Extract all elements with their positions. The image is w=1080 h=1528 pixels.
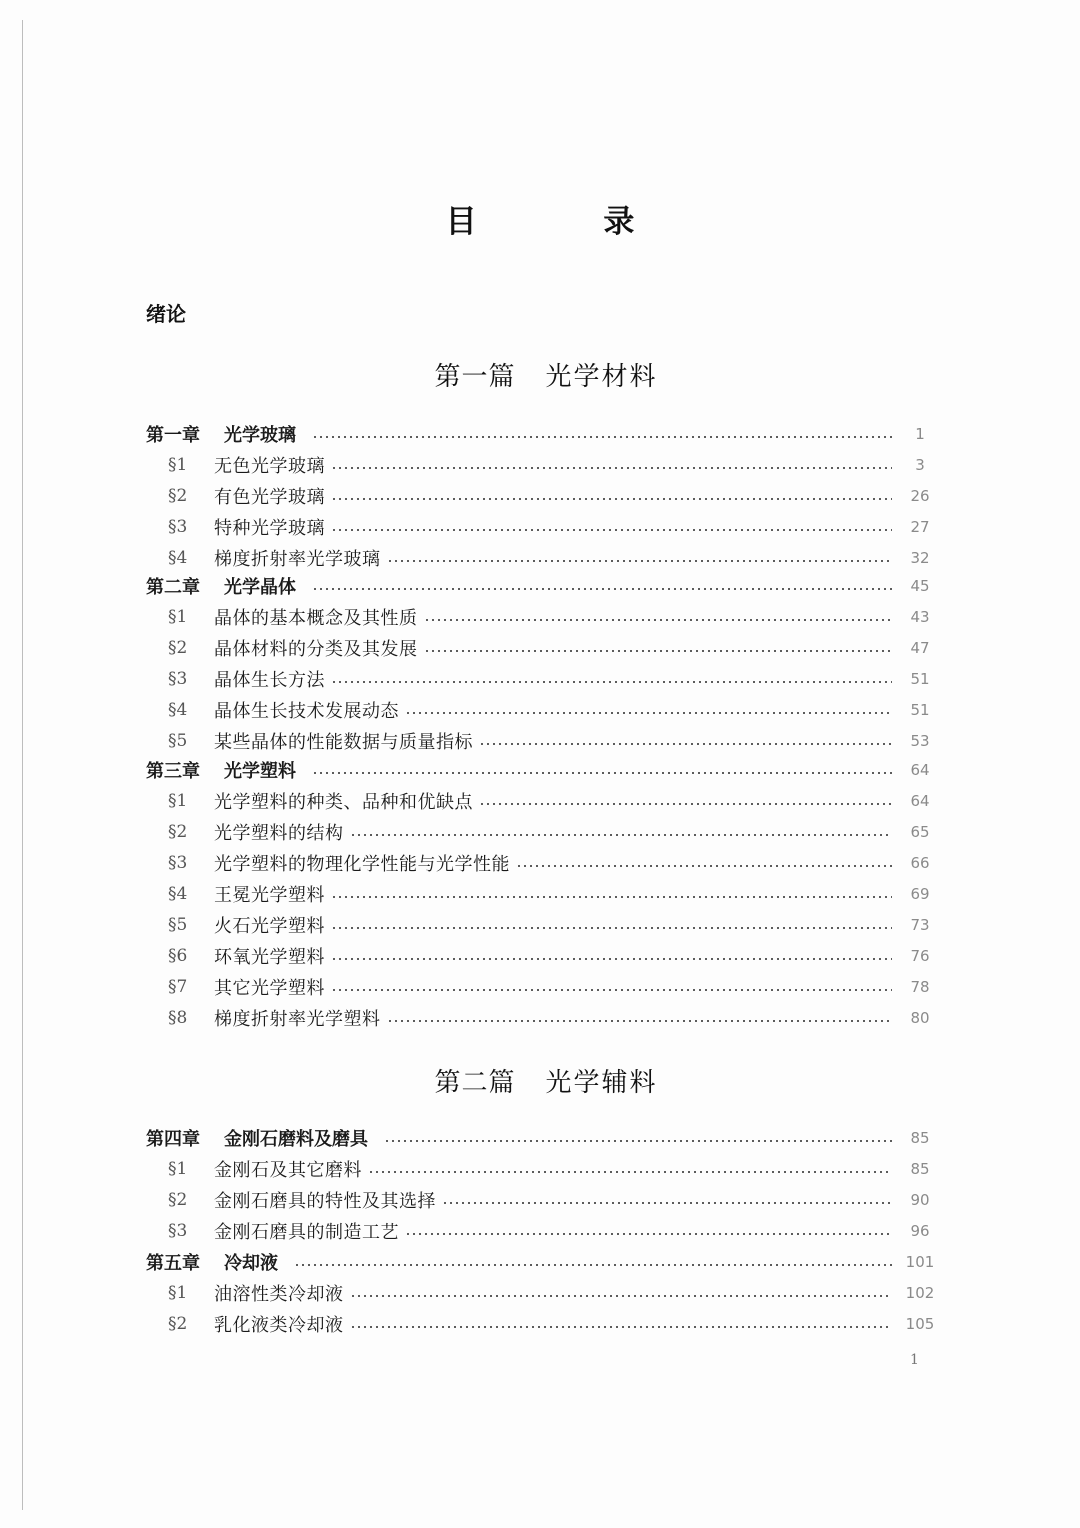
dot-leader — [405, 712, 892, 714]
toc-chapter-entry[interactable] — [146, 1248, 942, 1276]
section-number: §2 — [168, 1190, 188, 1210]
section-title: 油溶性类冷却液 — [214, 1284, 344, 1305]
section-number: §1 — [168, 1283, 188, 1303]
dot-leader — [331, 467, 892, 469]
chapter-page: 45 — [910, 577, 930, 595]
section-number: §8 — [168, 1008, 188, 1028]
dot-leader — [368, 1171, 892, 1173]
dot-leader — [312, 436, 892, 438]
section-page: 51 — [910, 670, 930, 688]
section-number: §5 — [168, 915, 188, 935]
section-number: §3 — [168, 853, 188, 873]
section-page: 78 — [910, 978, 930, 996]
part-title: 光学辅料 — [545, 1068, 658, 1098]
intro-entry: 绪论 — [146, 302, 186, 326]
section-number: §1 — [168, 1159, 188, 1179]
toc-section-entry[interactable] — [168, 544, 942, 572]
chapter-page: 64 — [910, 761, 930, 779]
chapter-number: 第三章 — [146, 761, 200, 782]
chapter-page: 85 — [910, 1129, 930, 1147]
toc-section-entry[interactable] — [168, 818, 942, 846]
section-title: 某些晶体的性能数据与质量指标 — [214, 732, 473, 753]
dot-leader — [384, 1140, 892, 1142]
section-page: 53 — [910, 732, 930, 750]
section-title: 王冕光学塑料 — [214, 885, 325, 906]
section-number: §3 — [168, 517, 188, 537]
section-page: 51 — [910, 701, 930, 719]
toc-section-entry[interactable] — [168, 513, 942, 541]
dot-leader — [350, 1295, 893, 1297]
part-title: 光学材料 — [545, 362, 658, 392]
chapter-title: 光学晶体 — [224, 577, 296, 598]
section-page: 64 — [910, 792, 930, 810]
toc-title: 目 录 — [445, 204, 693, 240]
section-title: 梯度折射率光学玻璃 — [214, 549, 381, 570]
section-title: 金刚石磨具的制造工艺 — [214, 1222, 399, 1243]
section-page: 90 — [910, 1191, 930, 1209]
toc-section-entry[interactable] — [168, 1217, 942, 1245]
chapter-title: 光学塑料 — [224, 761, 296, 782]
dot-leader — [312, 772, 892, 774]
toc-section-entry[interactable] — [168, 451, 942, 479]
section-title: 光学塑料的结构 — [214, 823, 344, 844]
chapter-title: 金刚石磨料及磨具 — [224, 1129, 368, 1150]
toc-section-entry[interactable] — [168, 911, 942, 939]
chapter-title: 冷却液 — [224, 1253, 278, 1274]
section-page: 102 — [905, 1284, 935, 1302]
section-title: 梯度折射率光学塑料 — [214, 1009, 381, 1030]
dot-leader — [405, 1233, 892, 1235]
chapter-page: 1 — [915, 425, 925, 443]
toc-section-entry[interactable] — [168, 1186, 942, 1214]
chapter-number: 第一章 — [146, 425, 200, 446]
section-page: 27 — [910, 518, 930, 536]
toc-section-entry[interactable] — [168, 880, 942, 908]
section-number: §4 — [168, 884, 188, 904]
section-title: 乳化液类冷却液 — [214, 1315, 344, 1336]
dot-leader — [479, 803, 892, 805]
chapter-title: 光学玻璃 — [224, 425, 296, 446]
section-title: 金刚石及其它磨料 — [214, 1160, 362, 1181]
dot-leader — [312, 588, 892, 590]
toc-chapter-entry[interactable] — [146, 1124, 942, 1152]
section-page: 105 — [905, 1315, 935, 1333]
section-number: §3 — [168, 1221, 188, 1241]
toc-section-entry[interactable] — [168, 665, 942, 693]
section-title: 有色光学玻璃 — [214, 487, 325, 508]
section-page: 80 — [910, 1009, 930, 1027]
section-title: 光学塑料的种类、品种和优缺点 — [214, 792, 473, 813]
section-title: 晶体生长方法 — [214, 670, 325, 691]
toc-section-entry[interactable] — [168, 482, 942, 510]
dot-leader — [350, 1326, 893, 1328]
toc-section-entry[interactable] — [168, 1155, 942, 1183]
section-page: 3 — [915, 456, 925, 474]
section-page: 65 — [910, 823, 930, 841]
section-title: 火石光学塑料 — [214, 916, 325, 937]
section-page: 69 — [910, 885, 930, 903]
toc-chapter-entry[interactable] — [146, 572, 942, 600]
part-number: 第二篇 — [434, 1068, 516, 1098]
toc-section-entry[interactable] — [168, 603, 942, 631]
section-number: §1 — [168, 791, 188, 811]
dot-leader — [331, 529, 892, 531]
toc-section-entry[interactable] — [168, 973, 942, 1001]
section-page: 76 — [910, 947, 930, 965]
section-page: 26 — [910, 487, 930, 505]
section-page: 73 — [910, 916, 930, 934]
section-title: 特种光学玻璃 — [214, 518, 325, 539]
toc-section-entry[interactable] — [168, 727, 942, 755]
page-margin-line — [22, 20, 23, 1510]
dot-leader — [350, 834, 893, 836]
section-number: §7 — [168, 977, 188, 997]
dot-leader — [331, 958, 892, 960]
dot-leader — [479, 743, 892, 745]
part-heading — [0, 1062, 1080, 1099]
section-title: 晶体的基本概念及其性质 — [214, 608, 418, 629]
section-number: §1 — [168, 607, 188, 627]
toc-section-entry[interactable] — [168, 634, 942, 662]
toc-section-entry[interactable] — [168, 1279, 942, 1307]
chapter-number: 第四章 — [146, 1129, 200, 1150]
section-number: §2 — [168, 638, 188, 658]
toc-section-entry[interactable] — [168, 696, 942, 724]
section-number: §2 — [168, 822, 188, 842]
section-page: 66 — [910, 854, 930, 872]
section-number: §2 — [168, 1314, 188, 1334]
dot-leader — [331, 498, 892, 500]
section-title: 晶体生长技术发展动态 — [214, 701, 399, 722]
section-page: 43 — [910, 608, 930, 626]
toc-section-entry[interactable] — [168, 787, 942, 815]
dot-leader — [387, 1020, 893, 1022]
chapter-number: 第五章 — [146, 1253, 200, 1274]
section-number: §3 — [168, 669, 188, 689]
toc-chapter-entry[interactable] — [146, 420, 942, 448]
section-title: 金刚石磨具的特性及其选择 — [214, 1191, 436, 1212]
section-number: §4 — [168, 548, 188, 568]
section-number: §6 — [168, 946, 188, 966]
section-title: 光学塑料的物理化学性能与光学性能 — [214, 854, 510, 875]
section-page: 85 — [910, 1160, 930, 1178]
page-number: 1 — [910, 1352, 919, 1368]
dot-leader — [387, 560, 893, 562]
dot-leader — [424, 619, 893, 621]
section-number: §5 — [168, 731, 188, 751]
part-number: 第一篇 — [434, 362, 516, 392]
toc-section-entry[interactable] — [168, 849, 942, 877]
chapter-number: 第二章 — [146, 577, 200, 598]
section-number: §4 — [168, 700, 188, 720]
chapter-page: 101 — [905, 1253, 935, 1271]
dot-leader — [516, 865, 892, 867]
dot-leader — [294, 1264, 892, 1266]
section-page: 32 — [910, 549, 930, 567]
dot-leader — [331, 989, 892, 991]
toc-chapter-entry[interactable] — [146, 756, 942, 784]
section-title: 无色光学玻璃 — [214, 456, 325, 477]
dot-leader — [331, 681, 892, 683]
section-title: 环氧光学塑料 — [214, 947, 325, 968]
dot-leader — [331, 896, 892, 898]
part-heading — [0, 356, 1080, 393]
section-page: 96 — [910, 1222, 930, 1240]
section-title: 晶体材料的分类及其发展 — [214, 639, 418, 660]
section-title: 其它光学塑料 — [214, 978, 325, 999]
dot-leader — [442, 1202, 892, 1204]
section-page: 47 — [910, 639, 930, 657]
section-number: §2 — [168, 486, 188, 506]
toc-section-entry[interactable] — [168, 1310, 942, 1338]
toc-section-entry[interactable] — [168, 942, 942, 970]
dot-leader — [424, 650, 893, 652]
section-number: §1 — [168, 455, 188, 475]
dot-leader — [331, 927, 892, 929]
toc-section-entry[interactable] — [168, 1004, 942, 1032]
